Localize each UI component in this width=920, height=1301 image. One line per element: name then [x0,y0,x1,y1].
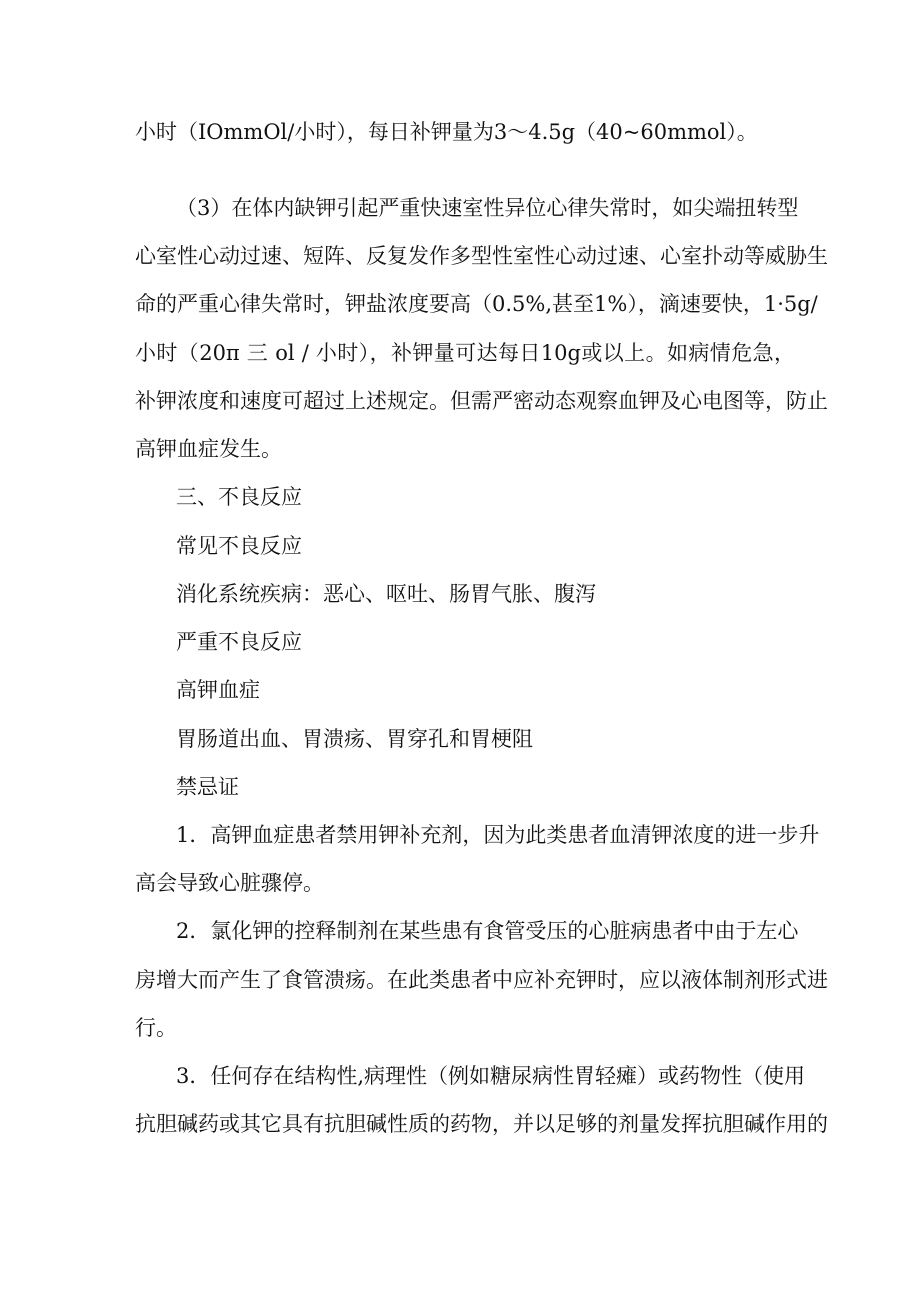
paragraph-line: 3．任何存在结构性,病理性（例如糖尿病性胃轻瘫）或药物性（使用 [176,1064,806,1088]
paragraph-line: 高会导致心脏骤停。 [135,871,324,895]
subsection-heading: 严重不良反应 [176,630,302,654]
paragraph-line: 行。 [135,1016,177,1040]
paragraph-line: 命的严重心律失常时，钾盐浓度要高（0.5%,甚至1%），滴速要快，1·5g/ [135,292,818,316]
list-item: 高钾血症 [176,678,260,702]
paragraph-line: 2．氯化钾的控释制剂在某些患有食管受压的心脏病患者中由于左心 [176,919,799,943]
paragraph-line: 心室性心动过速、短阵、反复发作多型性室性心动过速、心室扑动等威胁生 [135,244,828,268]
paragraph-line: 抗胆碱药或其它具有抗胆碱性质的药物，并以足够的剂量发挥抗胆碱作用的 [135,1112,828,1136]
paragraph-line: 房增大而产生了食管溃疡。在此类患者中应补充钾时，应以液体制剂形式进 [135,968,828,992]
section-heading: 三、不良反应 [176,485,302,509]
subsection-heading: 常见不良反应 [176,534,302,558]
list-item: 消化系统疾病：恶心、呕吐、肠胃气胀、腹泻 [176,582,596,606]
paragraph-line: 小时（IOmmOl/小时），每日补钾量为3～4.5g（40~60mmol）。 [135,120,758,144]
paragraph-line: 高钾血症发生。 [135,437,282,461]
paragraph-line: （3）在体内缺钾引起严重快速室性异位心律失常时，如尖端扭转型 [176,196,799,220]
paragraph-line: 1．高钾血症患者禁用钾补充剂，因为此类患者血清钾浓度的进一步升 [176,823,820,847]
subsection-heading: 禁忌证 [176,775,239,799]
paragraph-line: 小时（20π 三 ol / 小时），补钾量可达每日10g或以上。如病情危急， [135,341,795,365]
list-item: 胃肠道出血、胃溃疡、胃穿孔和胃梗阻 [176,727,533,751]
paragraph-line: 补钾浓度和速度可超过上述规定。但需严密动态观察血钾及心电图等，防止 [135,389,828,413]
